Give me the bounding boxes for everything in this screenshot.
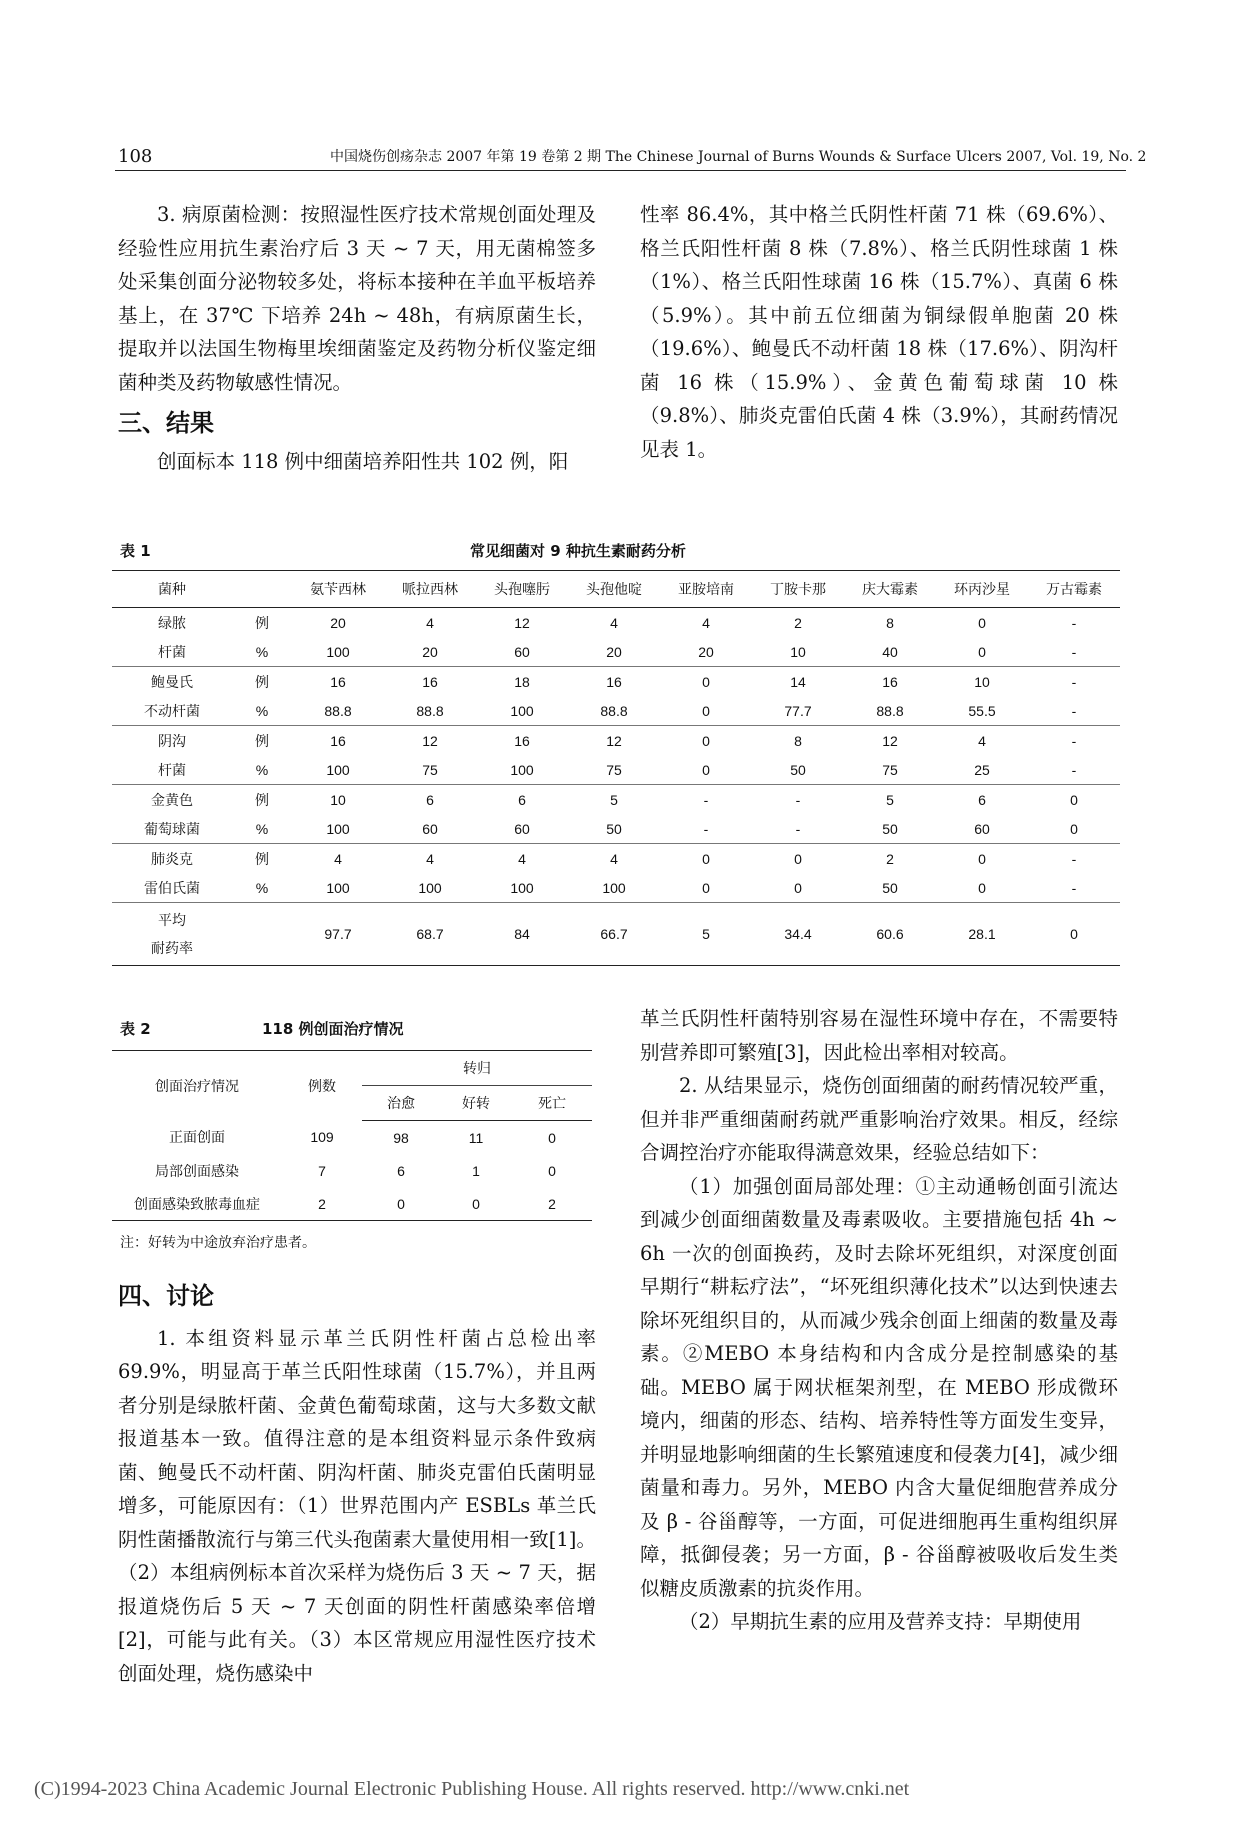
table2-note: 注：好转为中途放弃治疗患者。: [120, 1235, 316, 1251]
table-cell: 20: [660, 637, 752, 667]
table-cell: 100: [476, 873, 568, 903]
table-cell: 0: [702, 673, 710, 690]
table-cell: 20: [568, 637, 660, 667]
table-cell: 4: [610, 850, 618, 867]
table-cell: 0: [936, 637, 1028, 667]
page-number: 108: [118, 146, 153, 167]
average-label-line: 平均: [158, 912, 186, 928]
table-cell: 100: [292, 873, 384, 903]
table-cell: 4: [702, 614, 710, 631]
table-row: [112, 814, 1120, 844]
table-cell: 16: [606, 673, 622, 690]
table-cell: -: [660, 814, 752, 844]
table-cell: 75: [844, 755, 936, 785]
unit-label: 例: [255, 850, 269, 867]
table-cell: 12: [514, 614, 530, 631]
table2-header-outcome: 转归: [463, 1060, 491, 1076]
average-label-line: 耐药率: [151, 940, 193, 956]
table-cell: -: [1028, 696, 1120, 726]
table1-body: [112, 608, 1120, 966]
table-cell: 0: [1070, 791, 1078, 808]
table-cell: 88.8: [292, 696, 384, 726]
species-name: 肺炎克: [151, 850, 193, 867]
table1-header-drug: 头孢噻肟: [476, 571, 568, 608]
table-cell: -: [795, 791, 801, 808]
table-row: [112, 1187, 592, 1221]
table-row: [112, 785, 1120, 815]
para-results-start: 创面标本 118 例中细菌培养阳性共 102 例，阳: [157, 449, 569, 473]
unit-label: [232, 903, 292, 966]
table-cell: -: [1028, 637, 1120, 667]
para-pathogen: 3. 病原菌检测：按照湿性医疗技术常规创面处理及经验性应用抗生素治疗后 3 天 ~ 7 天，用无菌棉签多处采集创面分泌物较多处，将标本接种在羊血平板培养基上，在 37℃ 下培养 24h ~ 48h，有病原菌生长，提取并以法国生物梅里埃细菌鉴定及药物分析仪鉴定细菌种类及药物敏感性情况。: [118, 203, 596, 394]
para-local-treatment: （1）加强创面局部处理：①主动通畅创面引流达到减少创面细菌数量及毒素吸收。主要措施包括 4h ~ 6h 一次的创面换药，及时去除坏死组织，对深度创面早期行“耕耘疗法”，“坏死组织薄化技术”以达到快速去除坏死组织目的，从而减少残余创面上细菌的数量及毒素。②MEBO 本身结构和内含成分是控制感染的基础。MEBO 属于网状框架剂型，在 MEBO 形成微环境内，细菌的形态、结构、培养特性等方面发生变异，并明显地影响细菌的生长繁殖速度和侵袭力[4]，减少细菌量和毒力。另外，MEBO 内含大量促细胞营养成分及 β - 谷甾醇等，一方面，可促进细胞再生重构组织屏障，抵御侵袭；另一方面，β - 谷甾醇被吸收后发生类似糖皮质激素的抗炎作用。: [640, 1174, 1118, 1600]
table-cell: 66.7: [600, 926, 628, 942]
table-cell: 50: [844, 814, 936, 844]
table1-header-drug: 万古霉素: [1028, 571, 1120, 608]
right-column-bottom: [640, 1002, 1118, 1639]
table2-title: 118 例创面治疗情况: [262, 1020, 404, 1038]
table-cell: 4: [334, 850, 342, 867]
table-cell: 2: [318, 1195, 326, 1212]
copyright-footer: (C)1994-2023 China Academic Journal Electronic Publishing House. All rights reserved. http://www.cnki.net: [34, 1778, 910, 1800]
species-name: 阴沟: [158, 732, 186, 749]
table-cell: 16: [330, 732, 346, 749]
table-row: [112, 608, 1120, 638]
table-cell: 6: [978, 791, 986, 808]
table-cell: 88.8: [844, 696, 936, 726]
table-cell: 20: [384, 637, 476, 667]
unit-label: %: [232, 637, 292, 667]
table-cell: 10: [752, 637, 844, 667]
table2-header-improved: 好转: [440, 1086, 512, 1121]
table-cell: -: [1071, 850, 1077, 867]
table2-header-cured: 治愈: [362, 1086, 440, 1121]
table1-header-drug: 氨苄西林: [292, 571, 384, 608]
table-cell: -: [703, 791, 709, 808]
table-cell: 创面感染致脓毒血症: [134, 1195, 260, 1212]
table-cell: 0: [1028, 814, 1120, 844]
unit-label: %: [232, 755, 292, 785]
table-row: [112, 873, 1120, 903]
table-cell: 0: [1070, 926, 1078, 942]
table-cell: 4: [610, 614, 618, 631]
table-cell: 0: [397, 1195, 405, 1212]
table1-header-drug: 丁胺卡那: [752, 571, 844, 608]
table-cell: 60.6: [876, 926, 904, 942]
table-cell: 100: [292, 637, 384, 667]
table2-header-treatment: 创面治疗情况: [155, 1077, 239, 1094]
left-column-top: [118, 198, 596, 478]
table2-label: 表 2: [120, 1020, 151, 1038]
table-cell: -: [1028, 755, 1120, 785]
table-cell: 1: [472, 1162, 480, 1179]
table-row: [112, 1154, 592, 1187]
table-cell: 18: [514, 673, 530, 690]
table1-header-drug: 亚胺培南: [660, 571, 752, 608]
table1-label: 表 1: [120, 542, 151, 560]
table-cell: 12: [422, 732, 438, 749]
table-cell: 0: [702, 732, 710, 749]
table1-header-drug: 头孢他啶: [568, 571, 660, 608]
table1-title: 常见细菌对 9 种抗生素耐药分析: [470, 542, 686, 560]
table-cell: 109: [310, 1129, 334, 1146]
table-cell: 50: [568, 814, 660, 844]
table-cell: 88.8: [384, 696, 476, 726]
table-cell: 0: [936, 873, 1028, 903]
table-cell: 4: [978, 732, 986, 749]
table-cell: 12: [606, 732, 622, 749]
table-cell: 2: [886, 850, 894, 867]
table-cell: 0: [702, 850, 710, 867]
table-cell: 10: [330, 791, 346, 808]
table-row: [112, 726, 1120, 756]
table-cell: 16: [330, 673, 346, 690]
table-cell: -: [1071, 614, 1077, 631]
table-cell: 34.4: [784, 926, 812, 942]
table-cell: 2: [548, 1195, 556, 1212]
table1-header-drug: 环丙沙星: [936, 571, 1028, 608]
table-cell: 50: [752, 755, 844, 785]
table-cell: 40: [844, 637, 936, 667]
table-cell: 14: [790, 673, 806, 690]
table-cell: 55.5: [936, 696, 1028, 726]
table-cell: -: [1028, 873, 1120, 903]
table-cell: 10: [974, 673, 990, 690]
table-cell: 5: [886, 791, 894, 808]
table-cell: 16: [422, 673, 438, 690]
table-cell: 100: [476, 696, 568, 726]
table-cell: 0: [978, 850, 986, 867]
table-cell: 88.8: [568, 696, 660, 726]
unit-label: 例: [255, 791, 269, 808]
table-cell: 0: [978, 614, 986, 631]
table-row: [112, 1121, 592, 1155]
table-cell: 28.1: [968, 926, 996, 942]
table-cell: 5: [610, 791, 618, 808]
table-cell: 8: [794, 732, 802, 749]
table-cell: 68.7: [416, 926, 444, 942]
table-cell: 局部创面感染: [155, 1162, 239, 1179]
table-cell: 12: [882, 732, 898, 749]
table-row: [112, 637, 1120, 667]
table-cell: 2: [794, 614, 802, 631]
table-cell: 6: [397, 1162, 405, 1179]
table-cell: 75: [384, 755, 476, 785]
table-cell: 100: [384, 873, 476, 903]
table-row: [112, 696, 1120, 726]
table-row: [112, 755, 1120, 785]
unit-label: %: [232, 696, 292, 726]
heading-results: 三、结果: [118, 409, 214, 437]
species-name: 金黄色: [151, 791, 193, 808]
table-cell: 60: [476, 637, 568, 667]
table-cell: 60: [936, 814, 1028, 844]
table-cell: -: [752, 814, 844, 844]
table-cell: 4: [426, 850, 434, 867]
table1-header-drug: 哌拉西林: [384, 571, 476, 608]
table-cell: 0: [660, 873, 752, 903]
average-label: [112, 903, 232, 966]
para-antibiotic: （2）早期抗生素的应用及营养支持：早期使用: [679, 1610, 1082, 1633]
table-cell: -: [1071, 732, 1077, 749]
table-cell: 16: [882, 673, 898, 690]
table-cell: 100: [476, 755, 568, 785]
table-cell: 0: [548, 1129, 556, 1146]
table-cell: 60: [384, 814, 476, 844]
table-cell: 84: [514, 926, 530, 942]
para-continued: 革兰氏阴性杆菌特别容易在湿性环境中存在，不需要特别营养即可繁殖[3]，因此检出率相对较高。: [640, 1007, 1118, 1064]
species-name: 杆菌: [112, 637, 232, 667]
table-cell: 100: [568, 873, 660, 903]
table-cell: 100: [292, 814, 384, 844]
species-name: 杆菌: [112, 755, 232, 785]
table-cell: 20: [330, 614, 346, 631]
table2-body: [112, 1121, 592, 1221]
table2-header-death: 死亡: [512, 1086, 592, 1121]
table2: [112, 1050, 592, 1221]
table-cell: 100: [292, 755, 384, 785]
table2-header-cases: 例数: [308, 1077, 336, 1094]
left-column-bottom: [118, 1280, 596, 1690]
table-cell: 0: [660, 755, 752, 785]
table-cell: 4: [426, 614, 434, 631]
table-cell: 正面创面: [169, 1129, 225, 1146]
table1-header-drug: 庆大霉素: [844, 571, 936, 608]
unit-label: %: [232, 814, 292, 844]
unit-label: 例: [255, 614, 269, 631]
table-cell: 6: [518, 791, 526, 808]
species-name: 不动杆菌: [112, 696, 232, 726]
species-name: 雷伯氏菌: [112, 873, 232, 903]
table-cell: 50: [844, 873, 936, 903]
para-discussion-1: 1. 本组资料显示革兰氏阴性杆菌占总检出率 69.9%，明显高于革兰氏阳性球菌（15.7%），并且两者分别是绿脓杆菌、金黄色葡萄球菌，这与大多数文献报道基本一致。值得注意的是本组资料显示条件致病菌、鲍曼氏不动杆菌、阴沟杆菌、肺炎克雷伯氏菌明显增多，可能原因有：（1）世界范围内产 ESBLs 革兰氏阴性菌播散流行与第三代头孢菌素大量使用相一致[1]。（2）本组病例标本首次采样为烧伤后 3 天 ~ 7 天，据报道烧伤后 5 天 ~ 7 天创面的阴性杆菌感染率倍增[2]，可能与此有关。（3）本区常规应用湿性医疗技术创面处理，烧伤感染中: [118, 1326, 596, 1685]
table-cell: 0: [472, 1195, 480, 1212]
unit-label: 例: [255, 673, 269, 690]
table-cell: 16: [514, 732, 530, 749]
table-cell: 6: [426, 791, 434, 808]
table1: [112, 570, 1120, 966]
unit-label: %: [232, 873, 292, 903]
species-name: 绿脓: [158, 614, 186, 631]
table-cell: 0: [548, 1162, 556, 1179]
table-cell: 98: [393, 1129, 409, 1146]
species-name: 葡萄球菌: [112, 814, 232, 844]
unit-label: 例: [255, 732, 269, 749]
table-cell: 0: [660, 696, 752, 726]
table-cell: 0: [794, 850, 802, 867]
table-cell: 4: [518, 850, 526, 867]
journal-header: 中国烧伤创疡杂志 2007 年第 19 卷第 2 期 The Chinese Journal of Burns Wounds & Surface Ulcers 2007, Vol. 19, No. 2: [330, 149, 1147, 165]
table-row: [112, 844, 1120, 874]
heading-discussion: 四、讨论: [118, 1282, 214, 1310]
table-cell: -: [1071, 673, 1077, 690]
table-row-average: [112, 903, 1120, 966]
table-cell: 75: [568, 755, 660, 785]
table-cell: 7: [318, 1162, 326, 1179]
table-cell: 60: [476, 814, 568, 844]
table-cell: 97.7: [324, 926, 352, 942]
table-cell: 5: [702, 926, 710, 942]
table-cell: 11: [468, 1129, 484, 1146]
table-row: [112, 667, 1120, 697]
table-cell: 77.7: [752, 696, 844, 726]
header-rule: [115, 170, 1126, 171]
table-cell: 25: [936, 755, 1028, 785]
table-cell: 0: [752, 873, 844, 903]
right-column-top: [640, 198, 1118, 466]
table1-header-species: 菌种: [112, 571, 232, 608]
para-discussion-2: 2. 从结果显示，烧伤创面细菌的耐药情况较严重，但并非严重细菌耐药就严重影响治疗效果。相反，经综合调控治疗亦能取得满意效果，经验总结如下：: [640, 1074, 1118, 1164]
para-results-cont: 性率 86.4%，其中格兰氏阴性杆菌 71 株（69.6%）、格兰氏阳性杆菌 8 株（7.8%）、格兰氏阴性球菌 1 株（1%）、格兰氏阳性球菌 16 株（15.7%）、真菌 6 株（5.9%）。其中前五位细菌为铜绿假单胞菌 20 株（19.6%）、鲍曼氏不动杆菌 18 株（17.6%）、阴沟杆菌 16 株（15.9%）、金黄色葡萄球菌 10 株（9.8%）、肺炎克雷伯氏菌 4 株（3.9%），其耐药情况见表 1。: [640, 203, 1118, 461]
species-name: 鲍曼氏: [151, 673, 193, 690]
table-cell: 8: [886, 614, 894, 631]
